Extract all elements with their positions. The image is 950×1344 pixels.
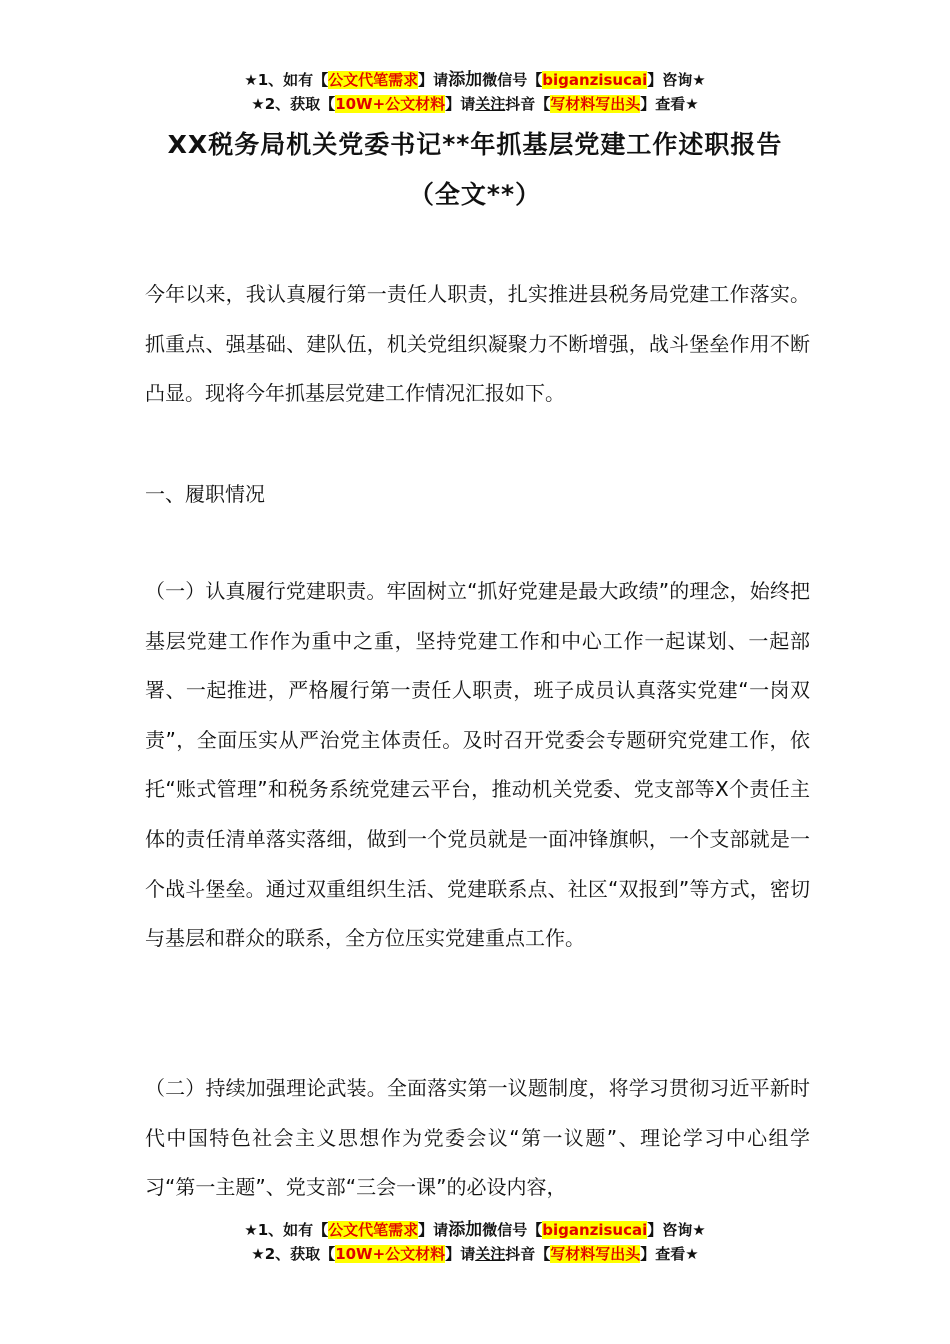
promo-text: 】请 (445, 95, 476, 113)
promo-text: ★2、获取【 (251, 95, 336, 113)
promo-wechat-id: biganzisucai (542, 71, 648, 89)
promo-highlight: 10W+公文材料 (335, 1245, 446, 1263)
promo-text: ★1、如有【 (244, 71, 329, 89)
section-heading (145, 470, 810, 520)
promo-text: 抖音【 (505, 1245, 551, 1263)
promo-line-2 (0, 1242, 950, 1266)
promo-banner-bottom (0, 1218, 950, 1266)
promo-text: 】查看★ (640, 95, 699, 113)
promo-douyin-id: 写材料写出头 (550, 95, 641, 113)
promo-line-1 (0, 1218, 950, 1242)
promo-wechat-id: biganzisucai (542, 1221, 648, 1239)
paragraph-theory (145, 1064, 810, 1211)
heading-text: 一、履职情况 (145, 482, 265, 506)
promo-line-2 (0, 92, 950, 116)
promo-text: 微信号【 (482, 1221, 543, 1239)
promo-text: 】请 (418, 1221, 449, 1239)
promo-text: 】咨询★ (647, 71, 706, 89)
promo-highlight: 10W+公文材料 (335, 95, 446, 113)
promo-text: ★2、获取【 (251, 1245, 336, 1263)
promo-highlight: 公文代笔需求 (328, 1221, 419, 1239)
promo-text: ★1、如有【 (244, 1221, 329, 1239)
promo-text: 】查看★ (640, 1245, 699, 1263)
promo-emphasis: 添加 (448, 1220, 483, 1240)
paragraph-duties (145, 567, 810, 964)
paragraph-text: （二）持续加强理论武装。全面落实第一议题制度，将学习贯彻习近平新时代中国特色社会主义思想作为党委会议“第一议题”、理论学习中心组学习“第一主题”、党支部“三会一课”的必设内容， (145, 1076, 810, 1200)
promo-emphasis: 关注 (475, 1245, 506, 1263)
paragraph-text: 今年以来，我认真履行第一责任人职责，扎实推进县税务局党建工作落实。抓重点、强基础、建队伍，机关党组织凝聚力不断增强，战斗堡垒作用不断凸显。现将今年抓基层党建工作情况汇报如下。 (145, 282, 810, 406)
promo-line-1 (0, 68, 950, 92)
document-title: XX税务局机关党委书记**年抓基层党建工作述职报告（全文**） (167, 130, 783, 209)
promo-text: 】请 (418, 71, 449, 89)
promo-text: 微信号【 (482, 71, 543, 89)
promo-emphasis: 添加 (448, 70, 483, 90)
intro-paragraph (145, 270, 810, 419)
promo-text: 】咨询★ (647, 1221, 706, 1239)
promo-emphasis: 关注 (475, 95, 506, 113)
promo-text: 抖音【 (505, 95, 551, 113)
promo-douyin-id: 写材料写出头 (550, 1245, 641, 1263)
promo-highlight: 公文代笔需求 (328, 71, 419, 89)
promo-banner-top (0, 68, 950, 116)
paragraph-text: （一）认真履行党建职责。牢固树立“抓好党建是最大政绩”的理念，始终把基层党建工作作为重中之重，坚持党建工作和中心工作一起谋划、一起部署、一起推进，严格履行第一责任人职责，班子成员认真落实党建“一岗双责”，全面压实从严治党主体责任。及时召开党委会专题研究党建工作，依托“账式管理”和税务系统党建云平台，推动机关党委、党支部等X个责任主体的责任清单落实落细，做到一个党员就是一面冲锋旗帜，一个支部就是一个战斗堡垒。通过双重组织生活、党建联系点、社区“双报到”等方式，密切与基层和群众的联系，全方位压实党建重点工作。 (145, 579, 810, 951)
promo-text: 】请 (445, 1245, 476, 1263)
